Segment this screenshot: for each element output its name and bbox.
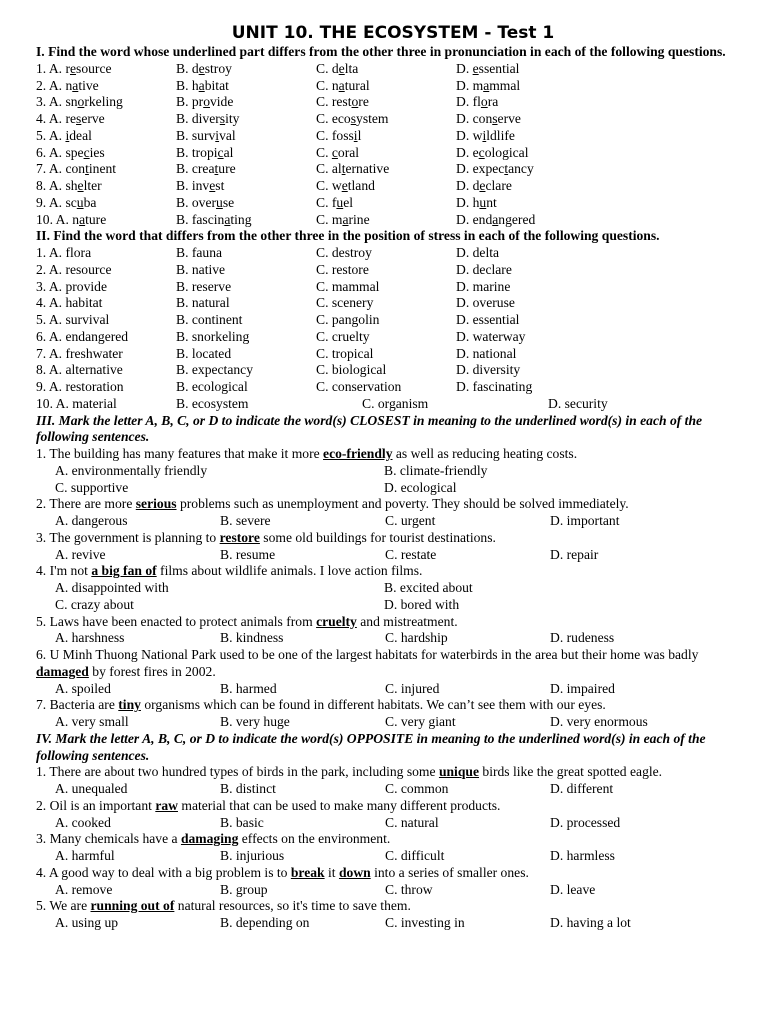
option-word: D. wildlife <box>456 127 515 143</box>
underlined-letter: u <box>216 194 223 210</box>
option-word: 7. A. continent <box>36 161 117 177</box>
option-word: D. marine <box>456 278 511 294</box>
option-word: C. fuel <box>316 194 353 210</box>
question-row <box>36 245 740 262</box>
question-row <box>36 178 740 195</box>
option-word: C. coral <box>316 144 360 160</box>
option-word: D. fascinating <box>456 379 533 394</box>
option-word: C. natural <box>316 77 370 93</box>
part1-heading: I. Find the word whose underlined part differs from the other three in pronunciation in each of the following questions. <box>36 44 726 59</box>
question-row <box>36 161 740 178</box>
question-sentence: 1. There are about two hundred types of birds in the park, including some unique birds like the great spotted eagle. <box>36 764 663 780</box>
option-word: C. organism <box>362 395 429 411</box>
answer-option: C. injured <box>385 680 440 696</box>
option-word: 4. A. habitat <box>36 295 103 311</box>
option-word: 3. A. provide <box>36 278 107 294</box>
question-sentence: 2. Oil is an important raw material that can be used to make many different products. <box>36 797 501 813</box>
option-word: 10. A. material <box>36 395 117 411</box>
key-word: break <box>290 864 325 880</box>
option-word: B. habitat <box>176 77 229 93</box>
underlined-letter: i <box>482 127 487 143</box>
option-word: D. ecological <box>456 144 529 160</box>
option-word: C. alternative <box>316 161 390 177</box>
option-word: B. fauna <box>176 245 223 260</box>
option-word: 4. A. reserve <box>36 111 105 126</box>
option-word: B. natural <box>176 295 230 311</box>
answer-options <box>36 681 740 698</box>
answer-option: D. having a lot <box>550 915 631 930</box>
option-word: 10. A. nature <box>36 211 107 227</box>
key-word: eco-friendly <box>323 446 393 461</box>
option-word: 5. A. survival <box>36 312 110 327</box>
option-word: B. survival <box>176 127 236 143</box>
option-word: B. diversity <box>176 111 240 126</box>
answer-options <box>36 848 740 865</box>
underlined-letter: i <box>65 127 70 143</box>
option-word: D. conserve <box>456 111 521 126</box>
underlined-letter: e <box>77 178 84 193</box>
question-row <box>36 379 740 396</box>
answer-options <box>36 463 740 480</box>
option-word: C. restore <box>316 94 369 110</box>
option-word: D. hunt <box>456 194 497 210</box>
question-row <box>36 312 740 329</box>
underlined-letter: i <box>353 127 358 143</box>
key-word: restore <box>219 529 260 545</box>
underlined-letter: a <box>79 211 86 227</box>
part3-heading: III. Mark the letter A, B, C, or D to indicate the word(s) CLOSEST in meaning to the underlined word(s) in each of the following sentences. <box>36 412 703 445</box>
answer-options <box>36 547 740 564</box>
answer-options <box>36 714 740 731</box>
answer-options <box>36 915 740 932</box>
option-word: B. fascinating <box>176 211 252 227</box>
option-word: 9. A. scuba <box>36 194 97 210</box>
underlined-letter: t <box>85 161 89 177</box>
question-row <box>36 128 740 145</box>
option-word: 6. A. species <box>36 144 105 160</box>
answer-option: C. supportive <box>55 479 129 495</box>
answer-option: B. very huge <box>220 714 290 729</box>
key-word: cruelty <box>316 613 357 629</box>
option-word: 9. A. restoration <box>36 379 124 394</box>
option-word: 8. A. shelter <box>36 178 102 193</box>
underlined-letter: e <box>198 60 205 76</box>
option-word: C. biological <box>316 362 387 378</box>
underlined-letter: o <box>351 94 359 110</box>
answer-option: B. climate-friendly <box>384 462 488 478</box>
option-word: D. expectancy <box>456 161 534 177</box>
question-row <box>36 295 740 312</box>
option-word: C. delta <box>316 60 359 76</box>
option-word: C. tropical <box>316 345 374 361</box>
option-word: D. declare <box>456 178 512 193</box>
answer-option: B. kindness <box>220 630 284 646</box>
question-sentence: 3. Many chemicals have a damaging effects on the environment. <box>36 831 391 847</box>
part1-list <box>36 61 740 229</box>
answer-option: B. excited about <box>384 580 473 595</box>
answer-option: A. spoiled <box>55 680 111 696</box>
answer-options <box>36 513 740 530</box>
underlined-letter: a <box>483 77 490 93</box>
key-word: serious <box>135 496 177 512</box>
option-word: D. essential <box>456 312 520 327</box>
answer-option: B. severe <box>220 513 271 528</box>
answer-option: D. bored with <box>384 596 460 612</box>
option-word: 6. A. endangered <box>36 328 129 344</box>
key-word: tiny <box>118 697 141 713</box>
option-word: C. mammal <box>316 278 380 294</box>
question-sentence: 5. Laws have been enacted to protect animals from cruelty and mistreatment. <box>36 613 458 629</box>
key-word: raw <box>155 797 178 813</box>
option-word: D. flora <box>456 94 499 110</box>
option-word: B. snorkeling <box>176 328 250 344</box>
key-word: running out of <box>90 898 175 914</box>
key-word: damaging <box>180 831 239 847</box>
option-word: B. tropical <box>176 144 234 160</box>
key-word: unique <box>438 764 479 780</box>
underlined-letter: s <box>492 111 498 126</box>
option-word: B. invest <box>176 178 225 193</box>
option-word: B. reserve <box>176 278 232 294</box>
underlined-letter: s <box>350 111 357 126</box>
answer-option: C. natural <box>385 814 439 830</box>
answer-option: D. harmless <box>550 848 615 863</box>
option-word: D. mammal <box>456 77 521 93</box>
option-word: C. restore <box>316 261 369 277</box>
option-word: 1. A. resource <box>36 60 112 76</box>
answer-options <box>36 480 740 497</box>
underlined-letter: o <box>203 94 210 110</box>
answer-option: D. very enormous <box>550 714 648 729</box>
underlined-letter: s <box>76 111 82 126</box>
underlined-letter: c <box>217 144 224 160</box>
answer-options <box>36 630 740 647</box>
option-word: 2. A. resource <box>36 261 112 277</box>
option-word: C. ecosystem <box>316 111 389 126</box>
answer-option: D. important <box>550 513 620 528</box>
answer-options <box>36 781 740 798</box>
option-word: 8. A. alternative <box>36 362 123 378</box>
option-word: 3. A. snorkeling <box>36 94 123 110</box>
question-sentence: 4. I'm not a big fan of films about wildlife animals. I love action films. <box>36 563 423 579</box>
question-row <box>36 78 740 95</box>
question-sentence: 7. Bacteria are tiny organisms which can be found in different habitats. We can’t see them with our eyes. <box>36 697 606 713</box>
underlined-letter: t <box>341 161 346 177</box>
answer-option: D. repair <box>550 546 599 562</box>
key-word: damaged <box>36 663 89 679</box>
page-title: UNIT 10. THE ECOSYSTEM - Test 1 <box>231 23 555 43</box>
answer-option: D. impaired <box>550 680 615 696</box>
answer-option: A. disappointed with <box>55 580 169 595</box>
option-word: C. marine <box>316 211 370 227</box>
option-word: C. pangolin <box>316 312 380 327</box>
question-sentence: 1. The building has many features that make it more eco-friendly as well as reducing heating costs. <box>36 446 578 461</box>
answer-option: A. revive <box>55 546 106 562</box>
answer-option: D. leave <box>550 881 596 897</box>
answer-option: A. unequaled <box>55 781 128 796</box>
answer-option: B. basic <box>220 814 264 830</box>
option-word: C. scenery <box>316 295 374 311</box>
answer-option: D. rudeness <box>550 630 615 646</box>
option-word: D. national <box>456 345 517 361</box>
option-word: C. destroy <box>316 245 372 260</box>
option-word: D. essential <box>456 60 520 76</box>
option-word: D. waterway <box>456 328 526 344</box>
underlined-letter: s <box>219 111 226 126</box>
option-word: C. fossil <box>316 127 362 143</box>
answer-option: B. harmed <box>220 680 277 696</box>
underlined-letter: a <box>338 77 345 93</box>
underlined-letter: o <box>480 94 488 110</box>
answer-option: C. common <box>385 781 449 796</box>
answer-option: C. hardship <box>385 630 448 646</box>
underlined-letter: o <box>77 94 85 110</box>
answer-options <box>36 815 740 832</box>
option-word: C. cruelty <box>316 328 370 344</box>
underlined-letter: a <box>492 211 499 227</box>
answer-option: A. remove <box>55 881 113 897</box>
option-word: B. destroy <box>176 60 232 76</box>
option-word: 1. A. flora <box>36 245 92 260</box>
question-row <box>36 346 740 363</box>
key-word: a big fan of <box>91 563 157 579</box>
answer-option: A. using up <box>55 915 119 930</box>
answer-option: D. different <box>550 781 614 796</box>
answer-option: C. urgent <box>385 513 436 528</box>
part4-heading: IV. Mark the letter A, B, C, or D to indicate the word(s) OPPOSITE in meaning to the underlined word(s) in each of the following sentences. <box>36 730 706 763</box>
part3-list <box>36 446 740 731</box>
underlined-letter: e <box>338 60 345 76</box>
question-sentence: 4. A good way to deal with a big problem is to break it down into a series of smaller ones. <box>36 864 529 880</box>
answer-option: B. distinct <box>220 781 276 796</box>
answer-option: A. cooked <box>55 814 111 830</box>
underlined-letter: c <box>83 144 90 160</box>
answer-option: C. throw <box>385 881 433 897</box>
underlined-letter: c <box>478 144 485 160</box>
option-word: B. overuse <box>176 194 235 210</box>
answer-option: A. harmful <box>55 848 115 863</box>
question-row <box>36 61 740 78</box>
answer-option: B. resume <box>220 546 276 562</box>
option-word: D. overuse <box>456 295 515 311</box>
question-row <box>36 362 740 379</box>
option-word: B. ecological <box>176 379 248 394</box>
underlined-letter: c <box>331 144 338 160</box>
answer-option: D. ecological <box>384 479 457 495</box>
option-word: D. declare <box>456 261 512 277</box>
option-word: B. ecosystem <box>176 395 249 411</box>
part2-heading: II. Find the word that differs from the other three in the position of stress in each of the following questions. <box>36 228 660 244</box>
answer-option: B. group <box>220 881 268 897</box>
question-row <box>36 396 740 413</box>
answer-option: B. injurious <box>220 848 285 863</box>
option-word: 7. A. freshwater <box>36 345 123 361</box>
underlined-letter: e <box>341 178 348 193</box>
answer-option: C. very giant <box>385 714 456 729</box>
answer-option: A. very small <box>55 714 129 729</box>
answer-options <box>36 597 740 614</box>
option-word: B. located <box>176 345 232 361</box>
option-word: D. delta <box>456 245 500 260</box>
answer-option: A. harshness <box>55 630 125 646</box>
option-word: 2. A. native <box>36 77 99 93</box>
question-row <box>36 145 740 162</box>
option-word: C. conservation <box>316 379 402 394</box>
option-word: D. diversity <box>456 362 521 378</box>
underlined-letter: a <box>342 211 349 227</box>
answer-option: A. dangerous <box>55 513 128 528</box>
underlined-letter: u <box>336 194 344 210</box>
question-row <box>36 262 740 279</box>
option-word: C. wetland <box>316 178 375 193</box>
underlined-letter: t <box>504 161 509 177</box>
question-row <box>36 111 740 128</box>
part4-list <box>36 764 740 932</box>
key-word: down <box>338 864 371 880</box>
underlined-letter: a <box>72 77 79 93</box>
question-row <box>36 195 740 212</box>
underlined-letter: t <box>214 161 219 177</box>
option-word: D. security <box>548 395 608 411</box>
option-word: 5. A. ideal <box>36 127 92 143</box>
option-word: D. endangered <box>456 211 536 227</box>
answer-option: A. environmentally friendly <box>55 462 208 478</box>
option-word: B. native <box>176 261 226 277</box>
question-row <box>36 329 740 346</box>
question-row <box>36 279 740 296</box>
question-row <box>36 94 740 111</box>
underlined-letter: e <box>209 178 216 193</box>
underlined-letter: e <box>69 60 77 76</box>
question-sentence: 6. U Minh Thuong National Park used to be one of the largest habitats for waterbirds in the area but their home was badly damaged by forest fires in 2002. <box>36 647 699 679</box>
part2-list <box>36 245 740 413</box>
question-row <box>36 212 740 229</box>
question-sentence: 3. The government is planning to restore some old buildings for tourist destinations. <box>36 529 496 545</box>
option-word: B. continent <box>176 312 243 327</box>
answer-options <box>36 580 740 597</box>
underlined-letter: a <box>198 77 205 93</box>
underlined-letter: a <box>224 211 231 227</box>
answer-option: C. difficult <box>385 848 445 863</box>
answer-option: D. processed <box>550 814 621 830</box>
underlined-letter: e <box>472 60 479 76</box>
answer-option: C. restate <box>385 546 437 562</box>
question-sentence: 5. We are running out of natural resources, so it's time to save them. <box>36 898 411 914</box>
answer-options <box>36 882 740 899</box>
underlined-letter: e <box>479 178 486 193</box>
question-sentence: 2. There are more serious problems such as unemployment and poverty. They should be solved immediately. <box>36 496 629 512</box>
answer-option: C. investing in <box>385 915 465 930</box>
option-word: B. creature <box>176 161 236 177</box>
answer-option: B. depending on <box>220 915 310 930</box>
option-word: B. expectancy <box>176 362 253 378</box>
underlined-letter: u <box>76 194 84 210</box>
underlined-letter: i <box>215 127 220 143</box>
option-word: B. provide <box>176 94 234 110</box>
answer-option: C. crazy about <box>55 596 134 612</box>
underlined-letter: u <box>479 194 487 210</box>
